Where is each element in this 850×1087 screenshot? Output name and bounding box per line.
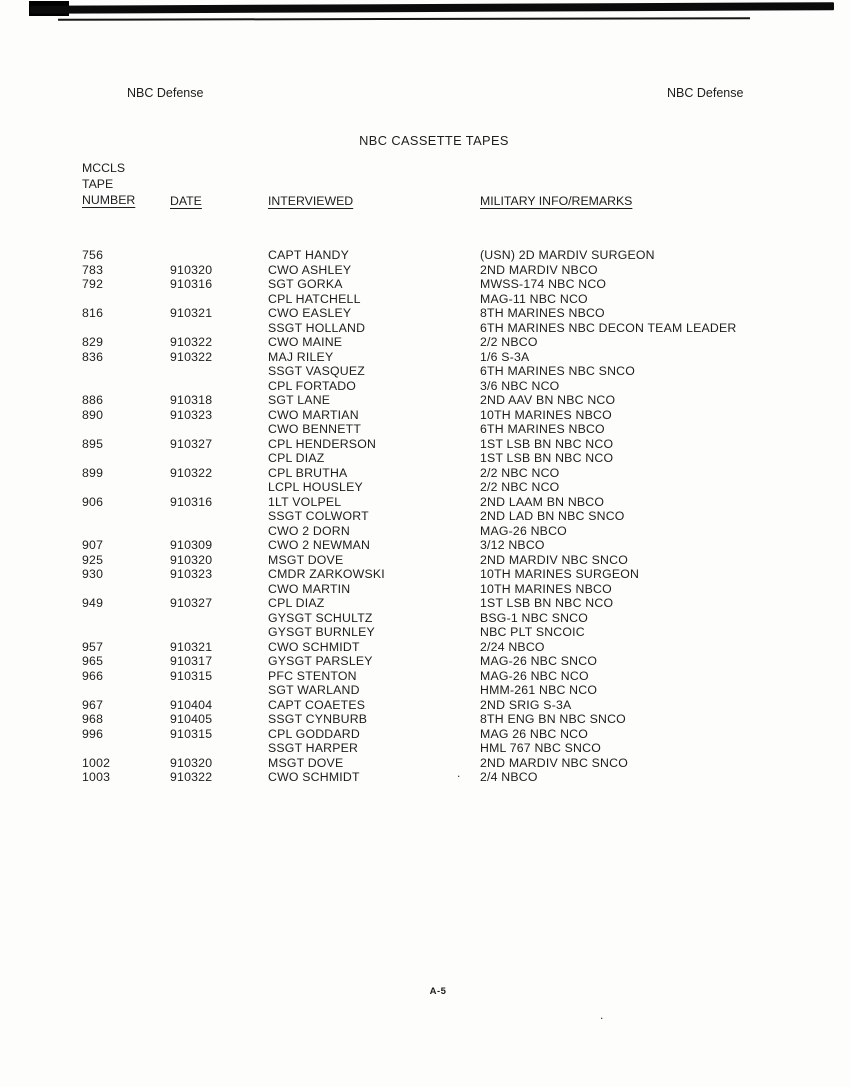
running-header-right: NBC Defense [667,86,744,100]
cell-date: 910317 [170,654,213,668]
cell-remarks: MAG-26 NBCO [480,523,567,538]
table-row [82,321,788,336]
column-header-number [82,160,170,208]
cell-remarks: 2/2 NBC NCO [480,480,560,494]
cell-remarks: 3/6 NBC NCO [480,378,560,393]
cell-remarks: 1/6 S-3A [480,349,530,364]
table-row [82,480,788,495]
cell-number [82,292,170,307]
cell-date: 910323 [170,567,213,581]
cell-remarks: 2ND MARDIV NBCO [480,262,598,277]
cell-date [170,524,268,539]
cell-interviewed: CAPT HANDY [268,248,350,262]
cell-date: 910318 [170,393,213,407]
table-row [82,306,788,321]
cell-remarks: 2ND MARDIV NBC SNCO [480,552,628,567]
cell-interviewed: CPL DIAZ [268,596,325,610]
table-row [82,495,788,510]
table-row [82,582,788,597]
cell-date: 910321 [170,306,213,320]
cassette-tape-table [82,160,788,785]
cell-interviewed: CPL GODDARD [268,726,360,741]
cell-date [170,480,268,495]
cell-interviewed: CWO BENNETT [268,422,362,436]
cell-remarks: 2/2 NBC NCO [480,465,560,480]
cell-date: 910322 [170,349,213,364]
cell-number: 890 [82,407,104,422]
cell-date [170,422,268,437]
cell-number: 895 [82,436,104,451]
table-row [82,712,788,727]
cell-date: 910327 [170,436,213,451]
cell-interviewed: GYSGT PARSLEY [268,654,373,668]
cell-number: 957 [82,639,104,654]
cell-number: 996 [82,726,104,741]
cell-interviewed: SSGT CYNBURB [268,712,368,726]
cell-number: 756 [82,248,104,262]
cell-interviewed: SSGT VASQUEZ [268,364,365,378]
page-number: A-5 [429,986,447,997]
cell-interviewed: SGT GORKA [268,277,343,291]
cell-interviewed: CPL HENDERSON [268,436,377,451]
table-row [82,393,788,408]
cell-date: 910309 [170,538,213,552]
cell-number [82,379,170,394]
cell-remarks: 8TH MARINES NBCO [480,306,605,320]
cell-number [82,741,170,756]
table-row [82,292,788,307]
cell-date [170,625,268,640]
table-row [82,698,788,713]
cell-remarks: 1ST LSB BN NBC NCO [480,596,614,610]
scan-artifact-line [58,17,750,20]
cell-date [170,509,268,524]
cell-number: 907 [82,538,104,552]
cell-number: 968 [82,712,104,726]
cell-interviewed: GYSGT SCHULTZ [268,610,373,625]
cell-number [82,582,170,597]
table-row [82,422,788,437]
table-row [82,727,788,742]
cell-date [170,292,268,307]
cell-date: 910316 [170,277,213,291]
cell-date: 910316 [170,494,213,509]
cell-number: 967 [82,697,104,712]
cell-date [170,582,268,597]
cell-interviewed: SSGT COLWORT [268,509,369,523]
cell-date: 910322 [170,770,213,784]
cell-interviewed: CWO SCHMIDT [268,639,360,654]
cell-interviewed: CPL FORTADO [268,378,357,393]
cell-remarks: 3/12 NBCO [480,538,545,552]
cell-interviewed: MSGT DOVE [268,552,344,567]
cell-remarks: 2ND LAD BN NBC SNCO [480,509,625,523]
cell-remarks: 10TH MARINES NBCO [480,581,612,596]
cell-remarks: HML 767 NBC SNCO [480,741,601,755]
table-row [82,770,788,785]
cell-remarks: (USN) 2D MARDIV SURGEON [480,248,655,262]
cell-remarks: 6TH MARINES NBCO [480,422,605,436]
cell-interviewed: CWO 2 NEWMAN [268,538,371,552]
cell-remarks: MAG-26 NBC NCO [480,668,589,683]
table-row [82,741,788,756]
table-row [82,596,788,611]
cell-remarks: MWSS-174 NBC NCO [480,277,607,291]
cell-remarks: 1ST LSB BN NBC NCO [480,436,614,451]
cell-number: 925 [82,552,104,567]
cell-date: 910320 [170,552,213,567]
cell-interviewed: CWO ASHLEY [268,262,352,277]
cell-interviewed: CPL DIAZ [268,451,325,465]
cell-number [82,509,170,524]
cell-remarks: 1ST LSB BN NBC NCO [480,451,614,465]
cell-interviewed: CPL BRUTHA [268,465,348,480]
cell-number: 886 [82,393,104,407]
cell-interviewed: MSGT DOVE [268,755,344,770]
cell-remarks: 6TH MARINES NBC SNCO [480,364,635,378]
table-row [82,640,788,655]
cell-number [82,683,170,698]
cell-number: 1003 [82,770,111,784]
cell-interviewed: SGT LANE [268,393,331,407]
cell-number: 930 [82,567,104,581]
cell-interviewed: CWO MARTIN [268,581,351,596]
cell-date [170,741,268,756]
cell-number: 836 [82,349,104,364]
cell-number [82,321,170,336]
header-line-tape: TAPE [82,177,114,191]
cell-number: 906 [82,494,104,509]
table-row [82,263,788,278]
cell-interviewed: CAPT COAETES [268,697,366,712]
cell-date: 910320 [170,262,213,277]
table-row [82,683,788,698]
cell-date: 910315 [170,726,213,741]
cell-number [82,451,170,466]
cell-date: 910320 [170,755,213,770]
cell-number [82,524,170,539]
cell-number [82,625,170,640]
cell-interviewed: GYSGT BURNLEY [268,625,375,639]
table-header [82,160,788,208]
table-row [82,350,788,365]
cell-interviewed: MAJ RILEY [268,349,334,364]
cell-number [82,611,170,626]
column-header-remarks: MILITARY INFO/REMARKS [480,194,633,208]
cell-remarks: 2ND AAV BN NBC NCO [480,393,616,407]
header-line-mccls: MCCLS [82,161,126,175]
scan-dot: . [600,1008,604,1022]
cell-remarks: MAG 26 NBC NCO [480,726,589,741]
cell-date: 910322 [170,335,213,349]
column-header-date: DATE [170,194,202,208]
cell-interviewed: CWO SCHMIDT [268,770,360,784]
column-header-interviewed: INTERVIEWED [268,194,354,208]
cell-date [170,611,268,626]
page-title: NBC CASSETTE TAPES [359,133,509,148]
cell-number: 816 [82,306,104,320]
cell-remarks: 10TH MARINES NBCO [480,407,612,422]
cell-date: 910323 [170,407,213,422]
cell-interviewed: CWO EASLEY [268,306,352,320]
scan-artifact-bar [30,2,834,14]
table-row [82,248,788,263]
cell-date: 910404 [170,697,213,712]
cell-remarks: MAG-26 NBC SNCO [480,654,598,668]
cell-remarks: 2/24 NBCO [480,639,545,654]
cell-interviewed: LCPL HOUSLEY [268,480,363,494]
table-row [82,524,788,539]
cell-interviewed: CPL HATCHELL [268,291,361,306]
running-header-left: NBC Defense [127,86,204,100]
cell-date [170,364,268,379]
cell-date [170,451,268,466]
cell-interviewed: SGT WARLAND [268,683,360,697]
cell-interviewed: SSGT HARPER [268,741,359,755]
table-row [82,408,788,423]
cell-date: 910327 [170,596,213,610]
cell-date [170,321,268,336]
table-row [82,509,788,524]
cell-interviewed: PFC STENTON [268,668,357,683]
table-row [82,756,788,771]
cell-date: 910321 [170,639,213,654]
table-row [82,654,788,669]
table-row [82,567,788,582]
cell-date: 910405 [170,712,213,726]
cell-interviewed: CWO MARTIAN [268,407,359,422]
cell-number: 965 [82,654,104,668]
cell-date [170,379,268,394]
cell-number: 899 [82,465,104,480]
cell-number: 966 [82,668,104,683]
cell-remarks: 6TH MARINES NBC DECON TEAM LEADER [480,320,737,335]
cell-interviewed: SSGT HOLLAND [268,320,366,335]
cell-interviewed: CWO 2 DORN [268,523,350,538]
table-row [82,277,788,292]
cell-number: 792 [82,277,104,291]
cell-number [82,480,170,495]
cell-number: 1002 [82,755,111,770]
cell-interviewed: CMDR ZARKOWSKI [268,567,385,581]
scan-dot: . [457,766,461,780]
cell-number: 783 [82,262,104,277]
cell-remarks: 2ND SRIG S-3A [480,697,572,712]
table-row [82,379,788,394]
cell-remarks: 10TH MARINES SURGEON [480,567,640,581]
cell-remarks: 2/2 NBCO [480,335,538,349]
cell-date: 910315 [170,668,213,683]
table-row [82,538,788,553]
table-row [82,553,788,568]
cell-remarks: 2ND LAAM BN NBCO [480,494,605,509]
table-row [82,437,788,452]
cell-date [170,248,268,263]
cell-remarks: MAG-11 NBC NCO [480,291,588,306]
table-row [82,611,788,626]
tape-table-body [82,248,788,785]
cell-remarks: NBC PLT SNCOIC [480,625,585,639]
cell-remarks: 2ND MARDIV NBC SNCO [480,755,628,770]
table-row [82,669,788,684]
table-row [82,364,788,379]
cell-remarks: 8TH ENG BN NBC SNCO [480,712,626,726]
cell-date [170,683,268,698]
cell-number: 949 [82,596,104,610]
cell-number [82,364,170,379]
table-row [82,335,788,350]
cell-number [82,422,170,437]
cell-interviewed: 1LT VOLPEL [268,494,342,509]
header-line-number: NUMBER [82,193,136,207]
table-row [82,451,788,466]
table-row [82,625,788,640]
cell-date: 910322 [170,465,213,480]
cell-interviewed: CWO MAINE [268,335,343,349]
cell-remarks: 2/4 NBCO [480,770,538,784]
cell-number: 829 [82,335,104,349]
cell-remarks: HMM-261 NBC NCO [480,683,598,697]
table-row [82,466,788,481]
cell-remarks: BSG-1 NBC SNCO [480,610,589,625]
